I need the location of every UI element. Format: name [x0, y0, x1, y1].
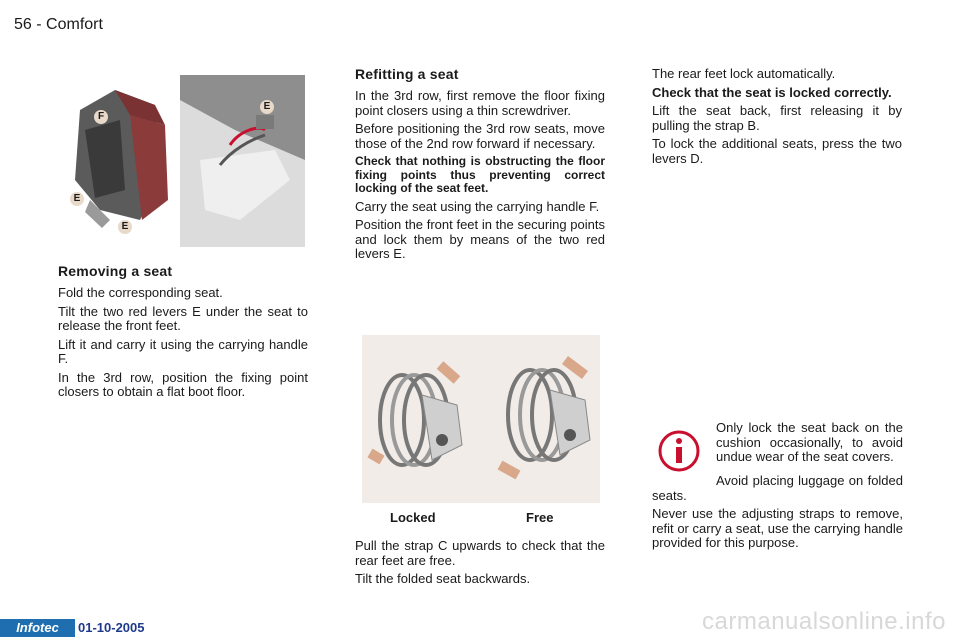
warning-text: Check that nothing is obstructing the floor fixing points thus preventing correct locking of the seat feet.	[355, 154, 605, 195]
right-paragraph: To lock the additional seats, press the two levers D.	[652, 136, 902, 166]
page-number: 56	[14, 16, 32, 33]
refitting-seat-title: Refitting a seat	[355, 66, 459, 82]
middle-paragraph: Carry the seat using the carrying handle F.	[355, 198, 600, 214]
left-paragraph: In the 3rd row, position the fixing point closers to obtain a flat boot floor.	[58, 369, 308, 399]
removing-seat-section	[58, 263, 308, 404]
right-paragraph: Lift the seat back, first releasing it by pulling the strap B.	[652, 103, 902, 133]
label-f: F	[94, 110, 108, 124]
seat-removal-svg	[60, 70, 310, 250]
caption-free: Free	[526, 510, 554, 525]
middle-paragraph: Before positioning the 3rd row seats, move those of the 2nd row forward if necessary.	[355, 121, 605, 151]
watermark: carmanualsonline.info	[702, 608, 946, 635]
info-paragraph: Only lock the seat back on the cushion occasionally, to avoid undue wear of the seat covers.	[716, 420, 903, 464]
left-paragraph: Tilt the two red levers E under the seat to release the front feet.	[58, 303, 308, 333]
caption-locked: Locked	[390, 510, 436, 525]
label-e-photo: E	[260, 100, 274, 114]
middle-bottom-text	[355, 539, 605, 591]
infotec-logo: Infotec	[0, 619, 75, 637]
middle-paragraph: Position the front feet in the securing points and lock them by means of the two red levers E.	[355, 217, 605, 261]
middle-bottom-paragraph: Tilt the folded seat backwards.	[355, 571, 531, 586]
lock-check-note: Check that the seat is locked correctly.	[652, 84, 892, 100]
header-separator: -	[36, 16, 42, 33]
removing-seat-title: Removing a seat	[58, 263, 173, 279]
info-text-block-2	[652, 474, 903, 555]
right-column-top	[652, 67, 902, 170]
info-paragraph: Avoid placing luggage on folded seats.	[652, 473, 903, 503]
page-header	[14, 16, 103, 34]
info-text-block	[716, 421, 903, 469]
right-paragraph: The rear feet lock automatically.	[652, 66, 836, 81]
label-e-2: E	[118, 220, 132, 234]
feet-lock-illustration	[362, 335, 600, 503]
footer-date: 01-10-2005	[78, 620, 145, 635]
label-e-1: E	[70, 192, 84, 206]
info-icon	[656, 430, 702, 477]
left-paragraph: Fold the corresponding seat.	[58, 285, 223, 300]
feet-lock-svg	[362, 335, 600, 503]
section-title: Comfort	[46, 16, 103, 33]
seat-removal-illustration	[60, 70, 310, 250]
middle-paragraph: In the 3rd row, first remove the floor fixing point closers using a thin screwdriver.	[355, 88, 605, 118]
info-paragraph: Never use the adjusting straps to remove, refit or carry a seat, use the carrying handle provided for this purpose.	[652, 506, 903, 550]
left-paragraph: Lift it and carry it using the carrying handle F.	[58, 336, 308, 366]
middle-bottom-paragraph: Pull the strap C upwards to check that the rear feet are free.	[355, 538, 605, 568]
refitting-seat-section	[355, 66, 605, 266]
